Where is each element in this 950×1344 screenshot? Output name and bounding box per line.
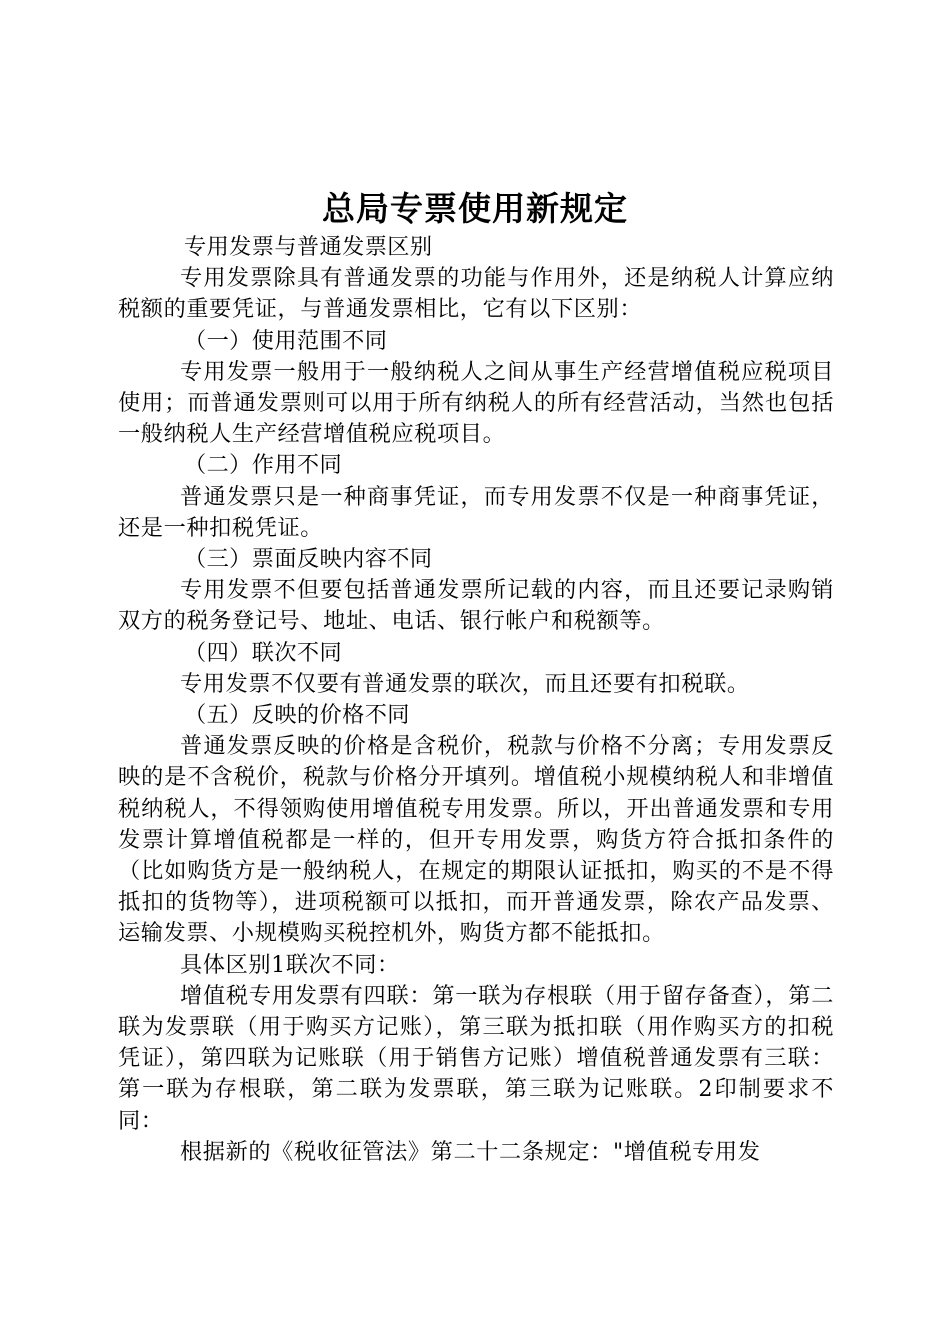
section-heading-usage-scope: （一）使用范围不同 bbox=[184, 327, 388, 354]
section-heading-copies: （四）联次不同 bbox=[184, 639, 343, 666]
document-title: 总局专票使用新规定 bbox=[322, 189, 628, 228]
paragraph: 普通发票只是一种商事凭证，而专用发票不仅是一种商事凭证，还是一种扣税凭证。 bbox=[118, 483, 834, 541]
paragraph: 专用发票不但要包括普通发票所记载的内容，而且还要记录购销双方的税务登记号、地址、电话、银行帐户和税额等。 bbox=[118, 577, 834, 635]
paragraph: 专用发票一般用于一般纳税人之间从事生产经营增值税应税项目使用；而普通发票则可以用于所有纳税人的所有经营活动，当然也包括一般纳税人生产经营增值税应税项目。 bbox=[118, 358, 834, 448]
paragraph: 根据新的《税收征管法》第二十二条规定："增值税专用发 bbox=[180, 1138, 761, 1165]
paragraph: 具体区别1联次不同： bbox=[180, 951, 400, 978]
paragraph: 普通发票反映的价格是含税价，税款与价格不分离；专用发票反映的是不含税价，税款与价格分开填列。增值税小规模纳税人和非增值税纳税人，不得领购使用增值税专用发票。所以，开出普通发票和专用发票计算增值税都是一样的，但开专用发票，购货方符合抵扣条件的（比如购货方是一般纳税人，在规定的期限认证抵扣，购买的不是不得抵扣的货物等），进项税额可以抵扣，而开普通发票，除农产品发票、运输发票、小规模购买税控机外，购货方都不能抵扣。 bbox=[118, 733, 834, 947]
document-body bbox=[118, 232, 834, 1168]
section-heading-function: （二）作用不同 bbox=[184, 452, 343, 479]
paragraph: 专用发票除具有普通发票的功能与作用外，还是纳税人计算应纳税额的重要凭证，与普通发票相比，它有以下区别： bbox=[118, 265, 834, 323]
section-heading-content: （三）票面反映内容不同 bbox=[184, 546, 433, 573]
paragraph: 专用发票不仅要有普通发票的联次，而且还要有扣税联。 bbox=[180, 670, 750, 697]
section-heading-price: （五）反映的价格不同 bbox=[184, 702, 410, 729]
paragraph: 增值税专用发票有四联：第一联为存根联（用于留存备查），第二联为发票联（用于购买方记账），第三联为抵扣联（用作购买方的扣税凭证），第四联为记账联（用于销售方记账）增值税普通发票有三联：第一联为存根联，第二联为发票联，第三联为记账联。2印制要求不同： bbox=[118, 982, 834, 1134]
paragraph-heading: 专用发票与普通发票区别 bbox=[184, 234, 433, 260]
